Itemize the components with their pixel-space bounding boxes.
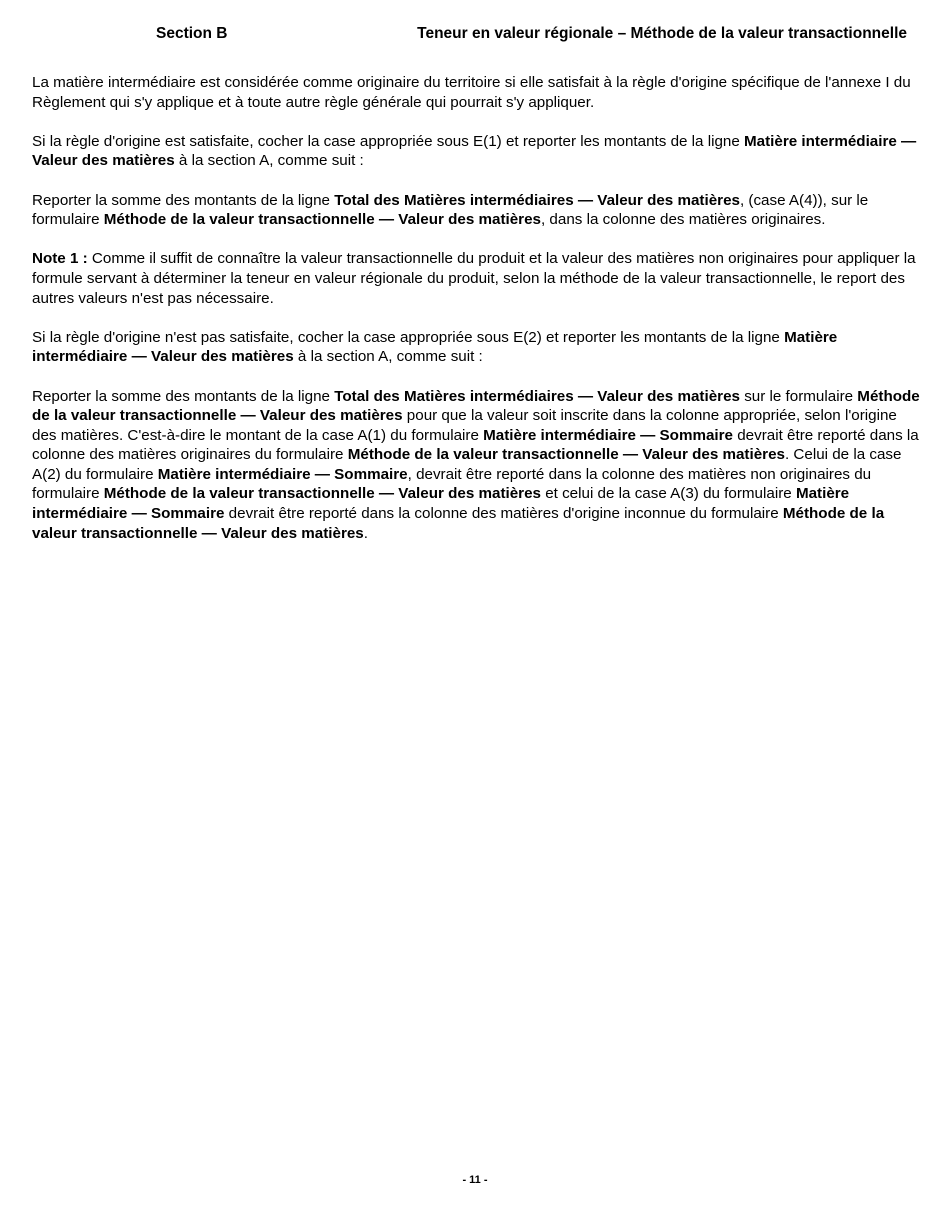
bold-text-run: Méthode de la valeur transactionnelle — Valeur des matières [103, 485, 541, 503]
bold-text-run: Méthode de la valeur transactionnelle — Valeur des matières [32, 387, 920, 425]
paragraph-2 [32, 132, 922, 171]
section-title: Teneur en valeur régionale – Méthode de la valeur transactionnelle [417, 25, 907, 42]
bold-text-run: Total des Matières intermédiaires — Valeur des matières [334, 387, 740, 405]
text-run: Comme il suffit de connaître la valeur transactionnelle du produit et la valeur des matières non originaires pour appliquer la formule servant à déterminer la teneur en valeur régionale du produit, selon la méthode de la valeur transactionnelle, le report des autres valeurs n'est pas nécessaire. [32, 250, 916, 307]
page-header [0, 25, 950, 47]
text-run: Reporter la somme des montants de la ligne [32, 191, 335, 209]
text-run: , dans la colonne des matières originaires. [540, 211, 826, 229]
text-run: sur le formulaire [739, 387, 858, 405]
text-run: pour que la valeur soit inscrite dans la colonne appropriée, selon l'origine des matières. C'est-à-dire le montant de la case A(1) du formulaire [32, 407, 897, 444]
text-run: Si la règle d'origine n'est pas satisfaite, cocher la case appropriée sous E(2) et reporter les montants de la ligne [32, 328, 785, 346]
paragraph-3 [32, 191, 922, 230]
text-run: Reporter la somme des montants de la ligne [32, 387, 335, 405]
text-run: La matière intermédiaire est considérée comme originaire du territoire si elle satisfait à la règle d'origine spécifique de l'annexe I du Règlement qui s'y applique et à toute autre règle générale qui pourrait s'y appliquer. [32, 74, 911, 111]
section-label: Section B [156, 25, 228, 42]
bold-text-run: Matière intermédiaire — Valeur des matières [32, 328, 838, 366]
text-run: devrait être reporté dans la colonne des matières d'origine inconnue du formulaire [224, 505, 783, 523]
paragraph-note-1 [32, 249, 922, 308]
paragraph-6 [32, 387, 922, 544]
text-run: devrait être reporté dans la colonne des matières originaires du formulaire [32, 426, 919, 464]
bold-text-run: Total des Matières intermédiaires — Valeur des matières [334, 191, 740, 209]
bold-text-run: Méthode de la valeur transactionnelle — Valeur des matières [347, 446, 785, 464]
text-run: . Celui de la case A(2) du formulaire [32, 446, 902, 483]
bold-text-run: Matière intermédiaire — Valeur des matières [32, 132, 917, 170]
bold-text-run: Matière intermédiaire — Sommaire [157, 465, 408, 483]
text-run: et celui de la case A(3) du formulaire [540, 485, 796, 503]
paragraph-1 [32, 73, 922, 112]
text-run: . [363, 524, 368, 542]
bold-text-run: Méthode de la valeur transactionnelle — Valeur des matières [32, 505, 885, 542]
bold-text-run: Note 1 : [32, 250, 88, 268]
document-body [32, 73, 922, 563]
text-run: à la section A, comme suit : [293, 348, 483, 366]
text-run: , (case A(4)), sur le formulaire [32, 191, 869, 229]
text-run: à la section A, comme suit : [174, 152, 364, 170]
paragraph-5 [32, 328, 922, 367]
text-run: , devrait être reporté dans la colonne des matières non originaires du formulaire [32, 465, 872, 503]
page-number: - 11 - [462, 1174, 488, 1186]
text-run: Si la règle d'origine est satisfaite, cocher la case appropriée sous E(1) et reporter les montants de la ligne [32, 132, 745, 150]
bold-text-run: Méthode de la valeur transactionnelle — Valeur des matières [103, 211, 541, 229]
bold-text-run: Matière intermédiaire — Sommaire [483, 426, 733, 444]
bold-text-run: Matière intermédiaire — Sommaire [32, 485, 850, 523]
